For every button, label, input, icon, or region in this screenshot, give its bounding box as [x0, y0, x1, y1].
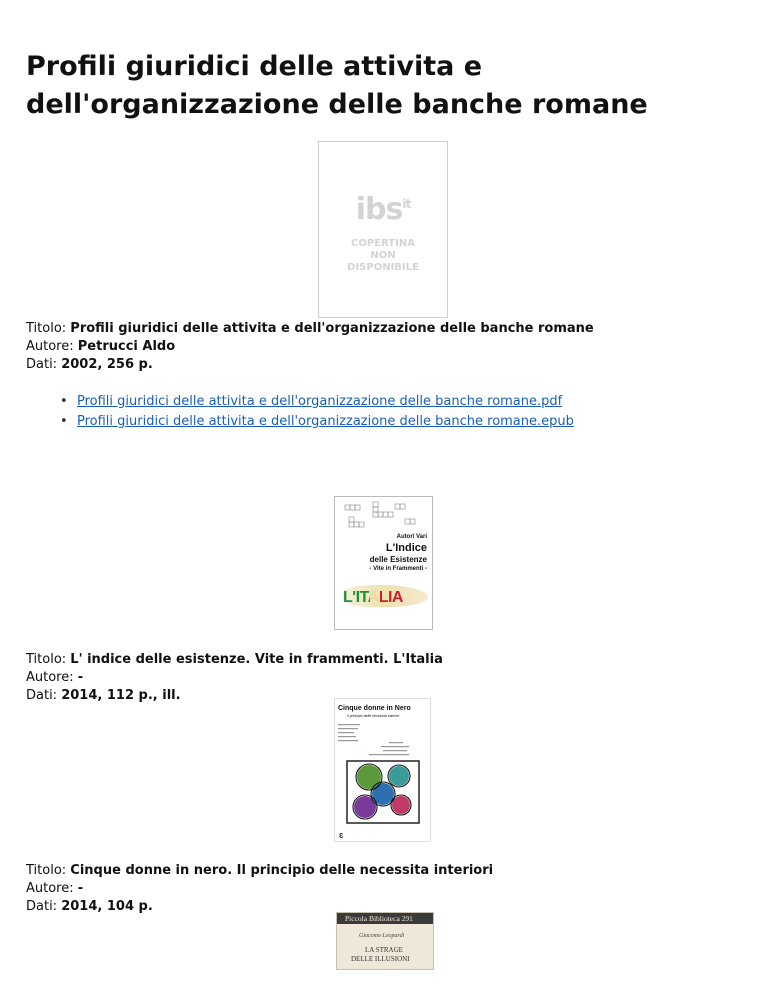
cover-line2: delle Esistenze: [369, 555, 427, 564]
list-item: [60, 412, 574, 432]
book-data: 2014, 112 p., ill.: [61, 688, 181, 703]
cover-line1: L'Indice: [385, 542, 427, 554]
page-title: Profili giuridici delle attivita e dell'organizzazione delle banche romane: [26, 51, 648, 120]
svg-text:ɛ: ɛ: [339, 830, 344, 840]
book-meta-3: Titolo: Cinque donne in nero. Il principio delle necessita interiori Autore: - Dati: 2014, 104 p.: [26, 863, 494, 914]
book-cover-indice: [334, 496, 433, 630]
pdf-link[interactable]: Profili giuridici delle attivita e dell'organizzazione delle banche romane.pdf: [77, 394, 563, 409]
epub-link[interactable]: Profili giuridici delle attivita e dell'organizzazione delle banche romane.epub: [77, 414, 574, 429]
book-data: 2002, 256 p.: [61, 357, 153, 372]
book-meta-1: Titolo: Profili giuridici delle attivita e dell'organizzazione delle banche romane Autore: Petrucci Aldo Dati: 2002, 256 p.: [26, 321, 594, 372]
cover-line2: DELLE ILLUSIONI: [351, 955, 410, 963]
cover-publisher-tag: Autori Vari: [396, 534, 427, 540]
book-title: Cinque donne in nero. Il principio delle necessita interiori: [70, 863, 494, 878]
cover-line1: LA STRAGE: [365, 946, 403, 954]
book-cover-cinque-donne: [334, 698, 431, 842]
cover-author: Giacomo Leopardi: [359, 933, 405, 939]
cover-subheading: Il principio delle necessità interiori: [347, 714, 400, 718]
cover-unavailable-text: COPERTINA NON DISPONIBILE: [347, 238, 419, 273]
book-meta-2: Titolo: L' indice delle esistenze. Vite in frammenti. L'Italia Autore: - Dati: 2014, 112 p., ill.: [26, 652, 443, 703]
book-title: Profili giuridici delle attivita e dell'organizzazione delle banche romane: [70, 321, 594, 336]
cover-series: Piccola Biblioteca 291: [345, 914, 413, 923]
book-data: 2014, 104 p.: [61, 899, 153, 914]
cover-big-title: L'ITALIA: [343, 589, 403, 606]
book-author: Petrucci Aldo: [77, 339, 176, 354]
ibs-logo: ibs$^{it}$: [355, 192, 411, 227]
book-author: -: [77, 881, 84, 896]
book-title: L' indice delle esistenze. Vite in frammenti. L'Italia: [70, 652, 443, 667]
cover-heading: Cinque donne in Nero: [338, 705, 411, 712]
cover-line3: - Vite in Frammenti -: [369, 566, 427, 572]
book-cover-strage: [336, 912, 434, 970]
cover-artwork: [335, 699, 431, 842]
book-author: -: [77, 670, 84, 685]
list-item: [60, 392, 574, 412]
book-cover-placeholder: [318, 141, 448, 318]
download-links: [60, 392, 574, 432]
